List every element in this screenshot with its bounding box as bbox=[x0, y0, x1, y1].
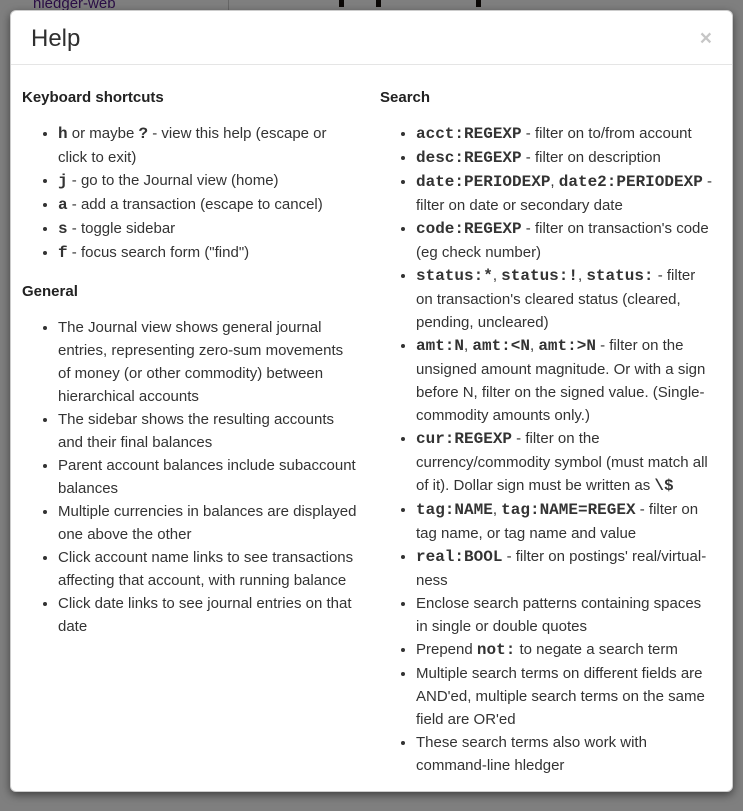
inline-code: amt:<N bbox=[472, 337, 530, 355]
column-right bbox=[365, 75, 721, 777]
list-item: • Multiple currencies in balances are displayed one above the other bbox=[58, 500, 357, 546]
list-item: • Click date links to see journal entries on that date bbox=[58, 592, 357, 638]
inline-code: tag:NAME bbox=[416, 501, 493, 519]
inline-code: date:PERIODEXP bbox=[416, 173, 551, 191]
list-item: • Click account name links to see transactions affecting that account, with running balance bbox=[58, 546, 357, 592]
list-item: • These search terms also work with command-line hledger bbox=[416, 731, 715, 777]
inline-code: amt:>N bbox=[538, 337, 596, 355]
dialog-title: Help bbox=[31, 25, 81, 52]
inline-code: j bbox=[58, 172, 68, 190]
list-item: • The Journal view shows general journal entries, representing zero-sum movements of money (or other commodity) between hierarchical accounts bbox=[58, 316, 357, 408]
inline-code: date2:PERIODEXP bbox=[558, 173, 703, 191]
inline-code: h bbox=[58, 125, 68, 143]
column-left bbox=[22, 75, 365, 638]
list-item: • s - toggle sidebar bbox=[58, 217, 357, 241]
list-item: • h or maybe ? - view this help (escape or click to exit) bbox=[58, 122, 357, 169]
list-item: • date:PERIODEXP, date2:PERIODEXP - filter on date or secondary date bbox=[416, 170, 715, 217]
section-heading-search: Search bbox=[380, 89, 431, 106]
inline-code: amt:N bbox=[416, 337, 465, 355]
inline-code: not: bbox=[476, 641, 516, 659]
list-item: • Enclose search patterns containing spaces in single or double quotes bbox=[416, 592, 715, 638]
list-item: • Prepend not: to negate a search term bbox=[416, 638, 715, 662]
section-heading-general: General bbox=[22, 283, 78, 300]
keyboard-shortcuts-list bbox=[22, 122, 357, 265]
list-item: • real:BOOL - filter on postings' real/virtual-ness bbox=[416, 545, 715, 592]
inline-code: cur:REGEXP bbox=[416, 430, 513, 448]
inline-code: status: bbox=[586, 267, 654, 285]
inline-code: status:! bbox=[501, 267, 578, 285]
section-heading-keyboard-shortcuts: Keyboard shortcuts bbox=[22, 89, 164, 106]
inline-code: code:REGEXP bbox=[416, 220, 522, 238]
list-item: • code:REGEXP - filter on transaction's code (eg check number) bbox=[416, 217, 715, 264]
list-item: • Parent account balances include subaccount balances bbox=[58, 454, 357, 500]
inline-code: tag:NAME=REGEX bbox=[501, 501, 636, 519]
search-terms-list bbox=[380, 122, 715, 777]
list-item: • Multiple search terms on different fields are AND'ed, multiple search terms on the same field are OR'ed bbox=[416, 662, 715, 731]
inline-code: a bbox=[58, 196, 68, 214]
inline-code: real:BOOL bbox=[416, 548, 503, 566]
help-dialog bbox=[10, 10, 733, 792]
list-item: • desc:REGEXP - filter on description bbox=[416, 146, 715, 170]
inline-code: s bbox=[58, 220, 68, 238]
list-item: • f - focus search form ("find") bbox=[58, 241, 357, 265]
general-list bbox=[22, 316, 357, 638]
close-button[interactable]: × bbox=[699, 27, 712, 50]
list-item: • cur:REGEXP - filter on the currency/commodity symbol (must match all of it). Dollar sign must be written as \$ bbox=[416, 427, 715, 498]
list-item: • a - add a transaction (escape to cancel) bbox=[58, 193, 357, 217]
inline-code: acct:REGEXP bbox=[416, 125, 522, 143]
inline-code: \$ bbox=[654, 477, 674, 495]
list-item: • j - go to the Journal view (home) bbox=[58, 169, 357, 193]
list-item: • tag:NAME, tag:NAME=REGEX - filter on tag name, or tag name and value bbox=[416, 498, 715, 545]
list-item: • acct:REGEXP - filter on to/from account bbox=[416, 122, 715, 146]
inline-code: f bbox=[58, 244, 68, 262]
dialog-body bbox=[11, 65, 732, 791]
inline-code: desc:REGEXP bbox=[416, 149, 522, 167]
inline-code: status:* bbox=[416, 267, 493, 285]
list-item: • The sidebar shows the resulting accounts and their final balances bbox=[58, 408, 357, 454]
dialog-header bbox=[11, 11, 732, 65]
list-item: • status:*, status:!, status: - filter on transaction's cleared status (cleared, pending, uncleared) bbox=[416, 264, 715, 334]
list-item: • amt:N, amt:<N, amt:>N - filter on the unsigned amount magnitude. Or with a sign before N, filter on the signed value. (Single-commodity amounts only.) bbox=[416, 334, 715, 427]
inline-code: ? bbox=[138, 125, 149, 143]
